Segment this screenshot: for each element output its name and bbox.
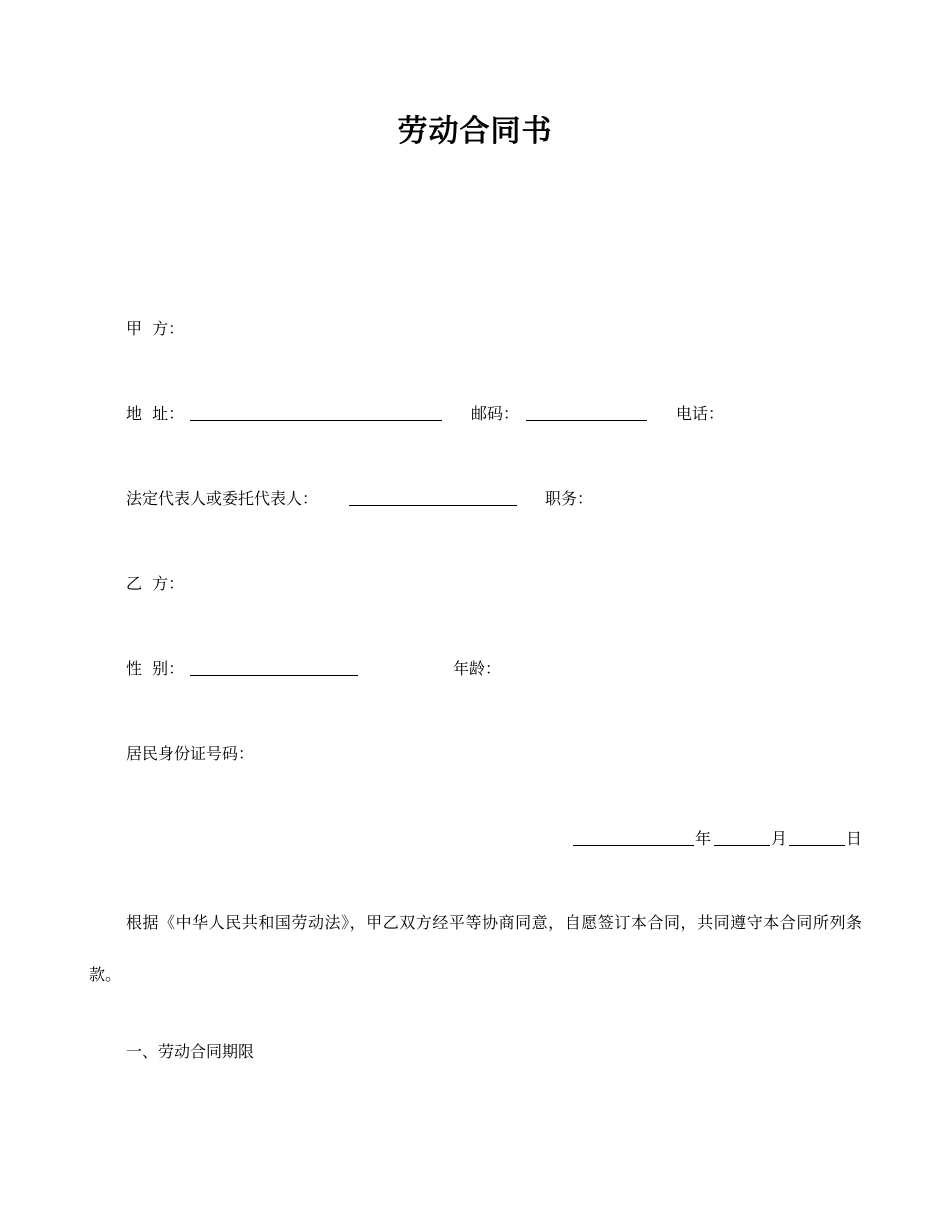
age-label: 年龄： [453, 659, 502, 678]
address-label: 地 址： [126, 404, 185, 423]
phone-label: 电话： [676, 404, 725, 423]
party-a-line [126, 318, 184, 340]
gender-blank [190, 658, 358, 676]
year-label: 年 [695, 829, 712, 848]
representative-label: 法定代表人或委托代表人： [126, 489, 319, 508]
gender-label: 性 别： [126, 659, 185, 678]
intro-paragraph: 根据《中华人民共和国劳动法》，甲乙双方经平等协商同意，自愿签订本合同，共同遵守本合同所列条款。 [89, 913, 862, 984]
position-label: 职务： [545, 489, 594, 508]
day-label: 日 [846, 829, 863, 848]
id-label: 居民身份证号码： [126, 744, 255, 763]
year-blank [573, 828, 694, 846]
address-line [126, 403, 826, 425]
date-line [573, 828, 873, 850]
id-line [126, 743, 254, 765]
month-blank [714, 828, 770, 846]
postcode-label: 邮码： [471, 404, 520, 423]
address-blank [190, 403, 442, 421]
month-label: 月 [771, 829, 788, 848]
party-b-label: 乙 方： [126, 574, 185, 593]
day-blank [789, 828, 845, 846]
party-b-line [126, 573, 184, 595]
party-a-label: 甲 方： [126, 319, 185, 338]
section-1-label: 一、劳动合同期限 [126, 1042, 255, 1061]
representative-line [126, 488, 826, 510]
document-title: 劳动合同书 [397, 114, 553, 149]
section-1-heading [126, 1041, 254, 1063]
postcode-blank [526, 403, 647, 421]
gender-line [126, 658, 826, 680]
representative-blank [349, 488, 517, 506]
